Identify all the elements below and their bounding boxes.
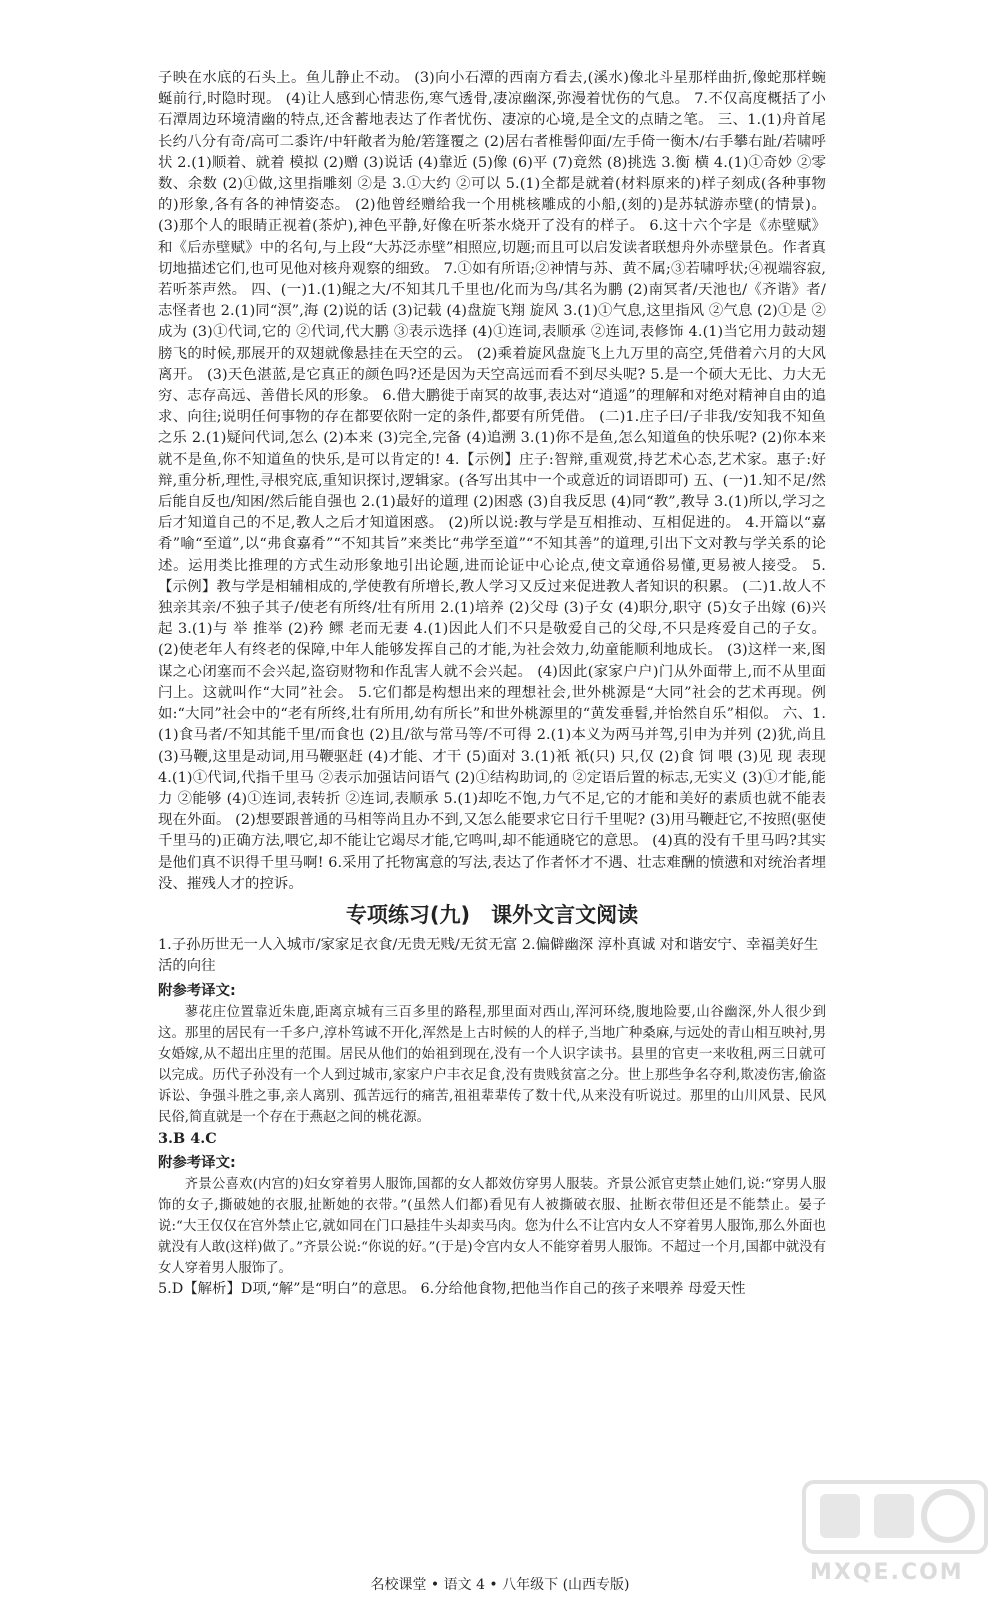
section-title: 专项练习(九) 课外文言文阅读 (345, 902, 639, 927)
reference-label-2: 附参考译文: (158, 1154, 236, 1171)
answer-block (158, 68, 826, 895)
translation-text-1: 蓼花庄位置靠近朱鹿,距离京城有三百多里的路程,那里面对西山,浑河环绕,腹地险要,山谷幽深,外人很少到这。那里的居民有一千多户,淳朴笃诚不开化,浑然是上古时候的人的样子,当地广种桑麻,与远处的青山相互映衬,男女婚嫁,从不超出庄里的范围。居民从他们的始祖到现在,没有一个人识字读书。县里的官吏一来收租,两三日就可以完成。历代子孙没有一个人到过城市,家家户户丰衣足食,没有贵贱贫富之分。世上那些争名夺利,欺凌伤害,偷盗诉讼、争强斗胜之事,亲人离别、孤苦远行的痛苦,祖祖辈辈传了数十代,从来没有听说过。那里的山川风景、民风民俗,简直就是一个存在于燕赵之间的桃花源。 (158, 1004, 826, 1125)
reference-translation-1 (158, 1002, 826, 1128)
answer-paragraph: 子映在水底的石头上。鱼儿静止不动。 (3)向小石潭的西南方看去,(溪水)像北斗星那样曲折,像蛇那样蜿蜒前行,时隐时现。 (4)让人感到心情悲伤,寒气透骨,凄凉幽深,弥漫着忧伤的气息。 7.不仅高度概括了小石潭周边环境清幽的特点,还含蓄地表达了作者忧伤、凄凉的心境,是全文的点睛之笔。 三、1.(1)舟首尾长约八分有奇/高可二黍许/中轩敞者为舱/箬篷覆之 (2)居右者椎髻仰面/左手倚一衡木/右手攀右趾/若啸呼状 2.(1)顺着、就着 模拟 (2)赠 (3)说话 (4)靠近 (5)像 (6)平 (7)竟然 (8)挑选 3.衡 横 4.(1)①奇妙 ②零数、余数 (2)①做,这里指雕刻 ②是 3.①大约 ②可以 5.(1)全都是就着(材料原来的)样子刻成(各种事物的)形象,各有各的神情姿态。 (2)他曾经赠给我一个用桃核雕成的小船,(刻的)是苏轼游赤壁(的情景)。 (3)那个人的眼睛正视着(茶炉),神色平静,好像在听茶水烧开了没有的样子。 6.这十六个字是《赤壁赋》和《后赤壁赋》中的名句,与上段“大苏泛赤壁”相照应,切题;而且可以启发读者联想舟外赤壁景色。作者真切地描述它们,也可见他对核舟观察的细致。 7.①如有所语;②神情与苏、黄不属;③若啸呼状;④视端容寂,若听茶声然。 四、(一)1.(1)鲲之大/不知其几千里也/化而为鸟/其名为鹏 (2)南冥者/天池也/《齐谐》者/志怪者也 2.(1)同“溟”,海 (2)说的话 (3)记载 (4)盘旋飞翔 旋风 3.(1)①气息,这里指风 ②气息 (2)①是 ②成为 (3)①代词,它的 ②代词,代大鹏 ③表示选择 (4)①连词,表顺承 ②连词,表修饰 4.(1)当它用力鼓动翅膀飞的时候,那展开的双翅就像悬挂在天空的云。 (2)乘着旋风盘旋飞上九万里的高空,凭借着六月的大风离开。 (3)天色湛蓝,是它真正的颜色吗?还是因为天空高远而看不到尽头呢? 5.是一个硕大无比、力大无穷、志存高远、善借长风的形象。 6.借大鹏徙于南冥的故事,表达对“逍遥”的理解和对绝对精神自由的追求、向往;说明任何事物的存在都要依附一定的条件,都要有所凭借。 (二)1.庄子曰/子非我/安知我不知鱼之乐 2.(1)疑问代词,怎么 (2)本来 (3)完全,完备 (4)追溯 3.(1)你不是鱼,怎么知道鱼的快乐呢? (2)你本来就不是鱼,你不知道鱼的快乐,是可以肯定的! 4.【示例】庄子:智辩,重观赏,持艺术心态,艺术家。惠子:好辩,重分析,理性,寻根究底,重知识探讨,逻辑家。(各写出其中一个或意近的词语即可) 五、(一)1.知不足/然后能自反也/知困/然后能自强也 2.(1)最好的道理 (2)困惑 (3)自我反思 (4)同“教”,教导 3.(1)所以,学习之后才知道自己的不足,教人之后才知道困惑。 (2)所以说:教与学是互相推动、互相促进的。 4.开篇以“嘉肴”喻“至道”,以“弗食嘉肴”“不知其旨”来类比“弗学至道”“不知其善”的道理,引出下文对教与学关系的论述。运用类比推理的方式生动形象地引出论题,进而论证中心论点,使文章通俗易懂,更易被人接受。 5.【示例】教与学是相辅相成的,学使教有所增长,教人学习又反过来促进教人者知识的积累。 (二)1.故人不独亲其亲/不独子其子/使老有所终/壮有所用 2.(1)培养 (2)父母 (3)子女 (4)职分,职守 (5)女子出嫁 (6)兴起 3.(1)与 举 推举 (2)矜 鳏 老而无妻 4.(1)因此人们不只是敬爱自己的父母,不只是疼爱自己的子女。 (2)使老年人有终老的保障,中年人能够发挥自己的才能,为社会效力,幼童能顺利地成长。 (3)这样一来,图谋之心闭塞而不会兴起,盗窃财物和作乱害人就不会兴起。 (4)因此(家家户户)门从外面带上,而不从里面闩上。这就叫作“大同”社会。 5.它们都是构想出来的理想社会,世外桃源是“大同”社会的艺术再现。例如:“大同”社会中的“老有所终,壮有所用,幼有所长”和世外桃源里的“黄发垂髫,并怡然自乐”相似。 六、1.(1)食马者/不知其能千里/而食也 (2)且/欲与常马等/不可得 2.(1)本义为两马并驾,引申为并列 (2)犹,尚且 (3)马鞭,这里是动词,用马鞭驱赶 (4)才能、才干 (5)面对 3.(1)衹 衹(只) 只,仅 (2)食 饲 喂 (3)见 现 表现 4.(1)①代词,代指千里马 ②表示加强诘问语气 (2)①结构助词,的 ②定语后置的标志,无实义 (3)①才能,能力 ②能够 (4)①连词,表转折 ②连词,表顺承 5.(1)却吃不饱,力气不足,它的才能和美好的素质也就不能表现在外面。 (2)想要跟普通的马相等尚且办不到,又怎么能要求它日行千里呢? (3)用马鞭赶它,不按照(驱使千里马的)正确方法,喂它,却不能让它竭尽才能,它鸣叫,却不能通晓它的意思。 (4)真的没有千里马吗?其实是他们真不识得千里马啊! 6.采用了托物寓意的写法,表达了作者怀才不遇、壮志难酬的愤懑和对统治者埋没、摧残人才的控诉。 (158, 70, 826, 892)
reference-translation-2 (158, 1174, 826, 1279)
page-content (158, 68, 826, 1300)
page-footer: 名校课堂 • 语文 4 • 八年级下 (山西专版) (370, 1577, 630, 1593)
answer-q1-2: 1.子孙历世无一人入城市/家家足衣食/无贵无贱/无贫无富 2.偏僻幽深 淳朴真诚 对和谐安宁、幸福美好生活的向往 (158, 936, 819, 974)
watermark-text: MXQE.COM (810, 1560, 964, 1585)
translation-text-2: 齐景公喜欢(内宫的)妇女穿着男人服饰,国都的女人都效仿穿男人服装。齐景公派官吏禁止她们,说:“穿男人服饰的女子,撕破她的衣服,扯断她的衣带。”(虽然人们都)看见有人被撕破衣服、扯断衣带但还是不能禁止。晏子说:“大王仅仅在宫外禁止它,就如同在门口悬挂牛头却卖马肉。您为什么不让宫内女人不穿着男人服饰,那么外面也就没有人敢(这样)做了。”齐景公说:“你说的好。”(于是)令宫内女人不能穿着男人服饰。不超过一个月,国都中就没有女人穿着男人服饰了。 (158, 1176, 826, 1276)
answer-q5-6: 5.D【解析】D项,“解”是“明白”的意思。 6.分给他食物,把他当作自己的孩子来喂养 母爱天性 (158, 1280, 746, 1297)
answer-q3-4: 3.B 4.C (158, 1129, 217, 1147)
watermark-emblem-icon (800, 1476, 990, 1558)
watermark-logo (800, 1476, 990, 1586)
reference-label-1: 附参考译文: (158, 982, 236, 999)
